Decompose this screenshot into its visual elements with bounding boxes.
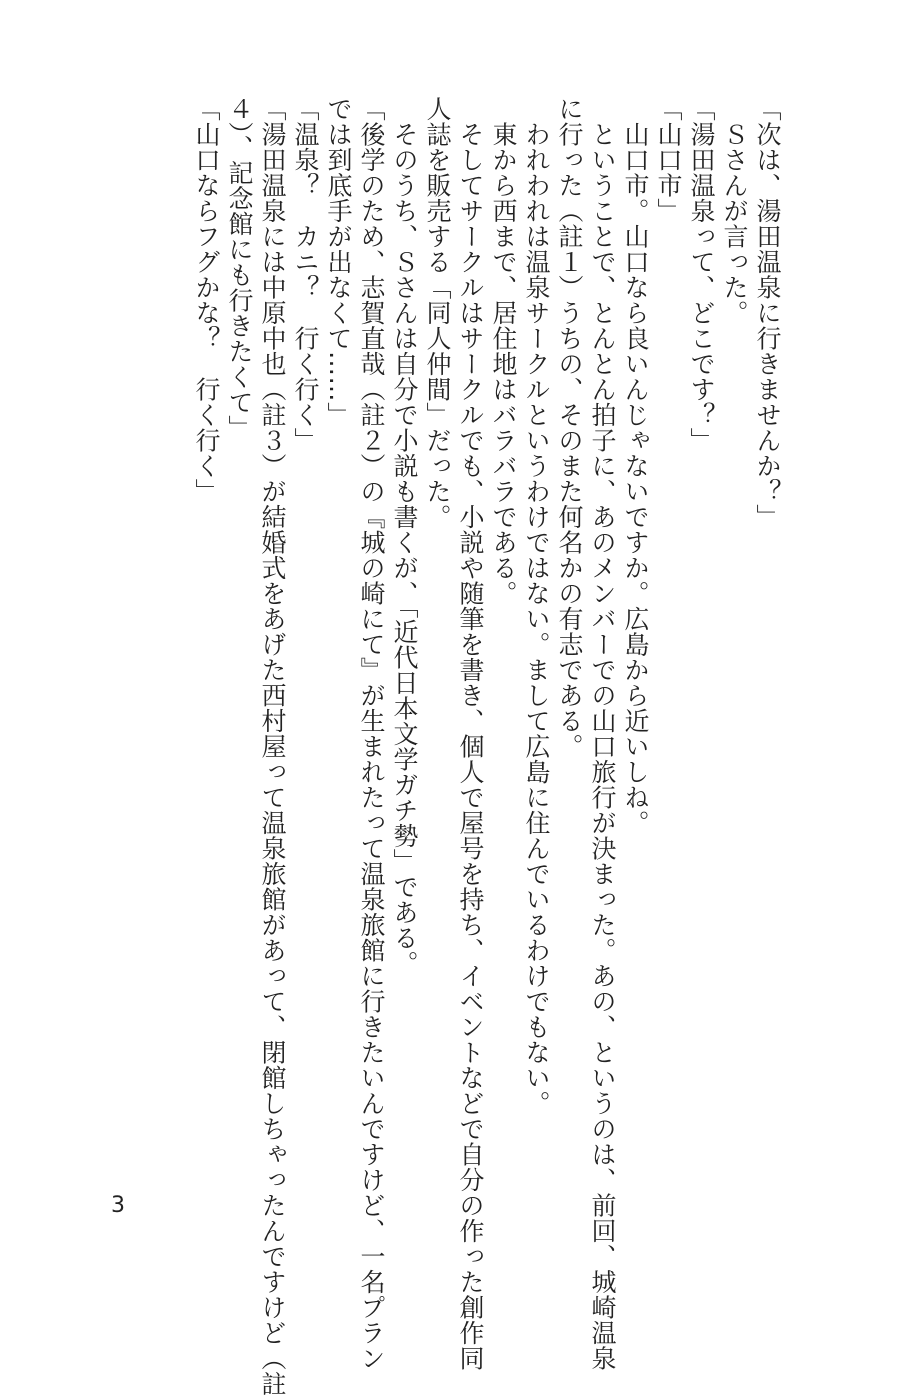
text-line: では到底手が出なくて……」 xyxy=(324,96,353,428)
text-line: Ｓさんが言った。 xyxy=(720,96,749,326)
text-line: 「湯田温泉って、どこです？」 xyxy=(687,96,716,453)
text-line: 山口市。山口なら良いんじゃないですか。広島から近いしね。 xyxy=(621,96,650,836)
text-line: そしてサークルはサークルでも、小説や随筆を書き、個人で屋号を持ち、イベントなどで自分の作った創作同 xyxy=(456,96,485,1371)
text-line: われわれは温泉サークルというわけではない。まして広島に住んでいるわけでもない。 xyxy=(522,96,551,1116)
text-line: 「山口ならフグかな？ 行く行く」 xyxy=(192,96,221,504)
text-line: 「湯田温泉には中原中也（註３）が結婚式をあげた西村屋って温泉旅館があって、閉館しちゃったんですけど（註 xyxy=(258,96,287,1397)
vertical-text-body xyxy=(84,96,784,1397)
text-line: 「次は、湯田温泉に行きませんか？」 xyxy=(753,96,782,530)
text-line: に行った（註１）うちの、そのまた何名かの有志である。 xyxy=(555,96,584,759)
text-line: そのうち、Ｓさんは自分で小説も書くが、「近代日本文学ガチ勢」である。 xyxy=(390,96,419,976)
text-line: 「温泉？ カニ？ 行く行く」 xyxy=(291,96,320,453)
page-number: 3 xyxy=(111,1193,125,1218)
text-line: ４）、記念館にも行きたくて」 xyxy=(225,96,254,441)
text-line: 「後学のため、志賀直哉（註２）の『城の崎にて』が生まれたって温泉旅館に行きたいんですけど、一名プラン xyxy=(357,96,386,1371)
text-line: 「山口市」 xyxy=(654,96,683,224)
text-line: 東から西まで、居住地はバラバラである。 xyxy=(489,96,518,606)
text-line: 人誌を販売する「同人仲間」だった。 xyxy=(423,96,452,530)
text-line: ということで、とんとん拍子に、あのメンバーでの山口旅行が決まった。あの、というのは、前回、城崎温泉 xyxy=(588,96,617,1371)
